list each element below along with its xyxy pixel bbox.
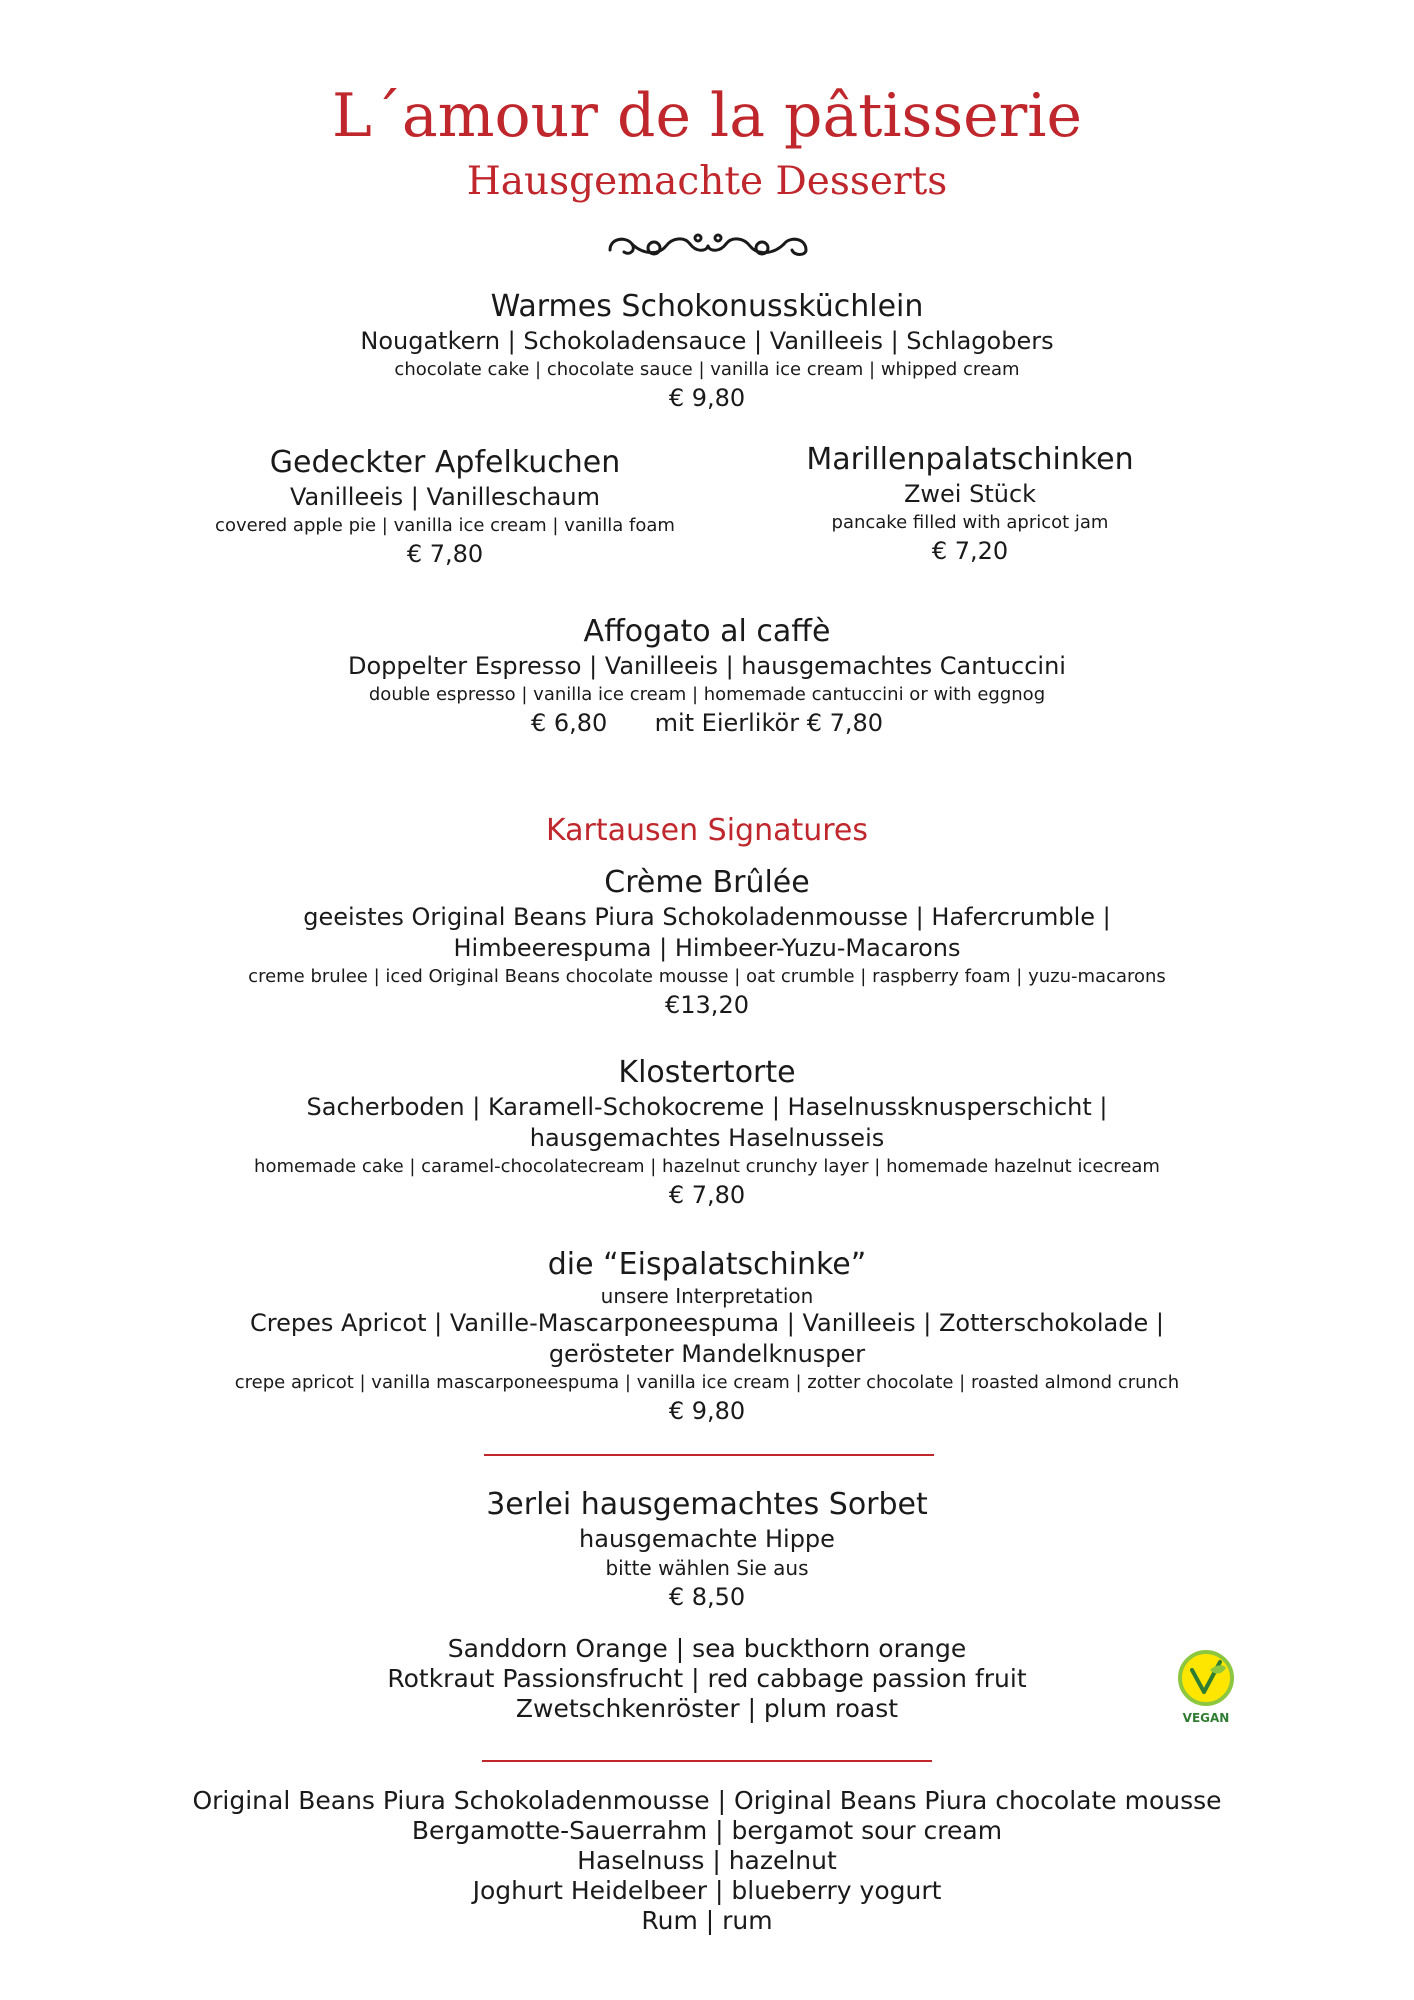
divider [482,1760,932,1762]
dessert-price: € 9,80 [668,1397,746,1425]
list-item: Original Beans Piura Schokoladenmousse | Original Beans Piura chocolate mousse [192,1786,1222,1815]
dessert-name: die “Eispalatschinke” [547,1247,867,1282]
dessert-price: € 8,50 [668,1583,746,1611]
dessert-eispalatschinke [0,1246,1414,1427]
menu-title: L´amour de la pâtisserie [332,81,1082,151]
dessert-price: € 7,20 [931,537,1009,565]
list-item: Rotkraut Passionsfrucht | red cabbage passion fruit [387,1664,1027,1693]
dessert-name: Marillenpalatschinken [806,442,1134,477]
dessert-price-row [0,707,1414,739]
dessert-creme-brulee [0,864,1414,1021]
dessert-description-de: Doppelter Espresso | Vanilleeis | hausgemachtes Cantuccini [348,652,1066,680]
dessert-name: Gedeckter Apfelkuchen [269,445,621,480]
dessert-description-en: chocolate cake | chocolate sauce | vanilla ice cream | whipped cream [394,359,1020,380]
list-item: Sanddorn Orange | sea buckthorn orange [447,1634,967,1663]
dessert-description-en: homemade cake | caramel-chocolatecream | hazelnut crunchy layer | homemade hazelnut icecream [254,1156,1160,1177]
list-item: Zwetschkenröster | plum roast [515,1694,899,1723]
dessert-klostertorte [0,1054,1414,1211]
dessert-price: € 7,80 [668,1181,746,1209]
list-item: Joghurt Heidelbeer | blueberry yogurt [472,1876,942,1905]
dessert-apple-pie [180,444,710,570]
list-item: Bergamotte-Sauerrahm | bergamot sour cream [411,1816,1003,1845]
dessert-price: € 9,80 [668,384,746,412]
list-item: Rum | rum [641,1906,773,1935]
swirl-ornament-icon [602,224,814,270]
dessert-description-de: Crepes Apricot | Vanille-Mascarponeespuma | Vanilleeis | Zotterschokolade | [250,1309,1164,1337]
dessert-name: Crème Brûlée [604,865,810,900]
dessert-affogato [0,613,1414,739]
dessert-description-en: creme brulee | iced Original Beans chocolate mousse | oat crumble | raspberry foam | yuzu-macarons [248,966,1166,987]
section-title-signatures: Kartausen Signatures [545,813,869,848]
dessert-description-en: double espresso | vanilla ice cream | homemade cantuccini or with eggnog [368,684,1046,705]
dessert-price-alt: mit Eierlikör € 7,80 [654,709,884,737]
dessert-note: unsere Interpretation [600,1284,814,1308]
dessert-description-de: gerösteter Mandelknusper [548,1340,866,1368]
dessert-name: 3erlei hausgemachtes Sorbet [486,1487,928,1522]
dessert-description-de: Vanilleeis | Vanilleschaum [290,483,600,511]
dessert-description-de: Sacherboden | Karamell-Schokocreme | Haselnussknusperschicht | [306,1093,1108,1121]
dessert-description-en: pancake filled with apricot jam [831,512,1109,533]
dessert-sorbet [0,1486,1414,1613]
vegan-leaf-icon [1170,1648,1242,1726]
dessert-note: bitte wählen Sie aus [605,1556,809,1580]
dessert-description-de: Himbeerespuma | Himbeer-Yuzu-Macarons [453,934,961,962]
dessert-description-en: covered apple pie | vanilla ice cream | vanilla foam [215,515,675,536]
dessert-name: Affogato al caffè [583,614,831,649]
divider [484,1454,934,1456]
dessert-description-de: hausgemachte Hippe [579,1525,835,1553]
list-item: Haselnuss | hazelnut [577,1846,837,1875]
dessert-description-de: Zwei Stück [903,480,1037,508]
dessert-name: Warmes Schokonussküchlein [490,289,924,324]
vegan-label: VEGAN [1182,1711,1230,1725]
dessert-description-de: hausgemachtes Haselnusseis [529,1124,885,1152]
dessert-price: €13,20 [665,991,749,1019]
extra-flavor-list [0,1786,1414,1936]
dessert-description-de: geeistes Original Beans Piura Schokoladenmousse | Hafercrumble | [303,903,1111,931]
dessert-pancake [770,441,1170,567]
menu-subtitle: Hausgemachte Desserts [466,159,948,204]
dessert-description-de: Nougatkern | Schokoladensauce | Vanilleeis | Schlagobers [360,327,1054,355]
dessert-price: € 7,80 [406,540,484,568]
dessert-name: Klostertorte [618,1055,796,1090]
dessert-warm-cake [0,288,1414,414]
dessert-price: € 6,80 [530,709,608,737]
dessert-description-en: crepe apricot | vanilla mascarponeespuma | vanilla ice cream | zotter chocolate | roasted almond crunch [234,1372,1180,1393]
